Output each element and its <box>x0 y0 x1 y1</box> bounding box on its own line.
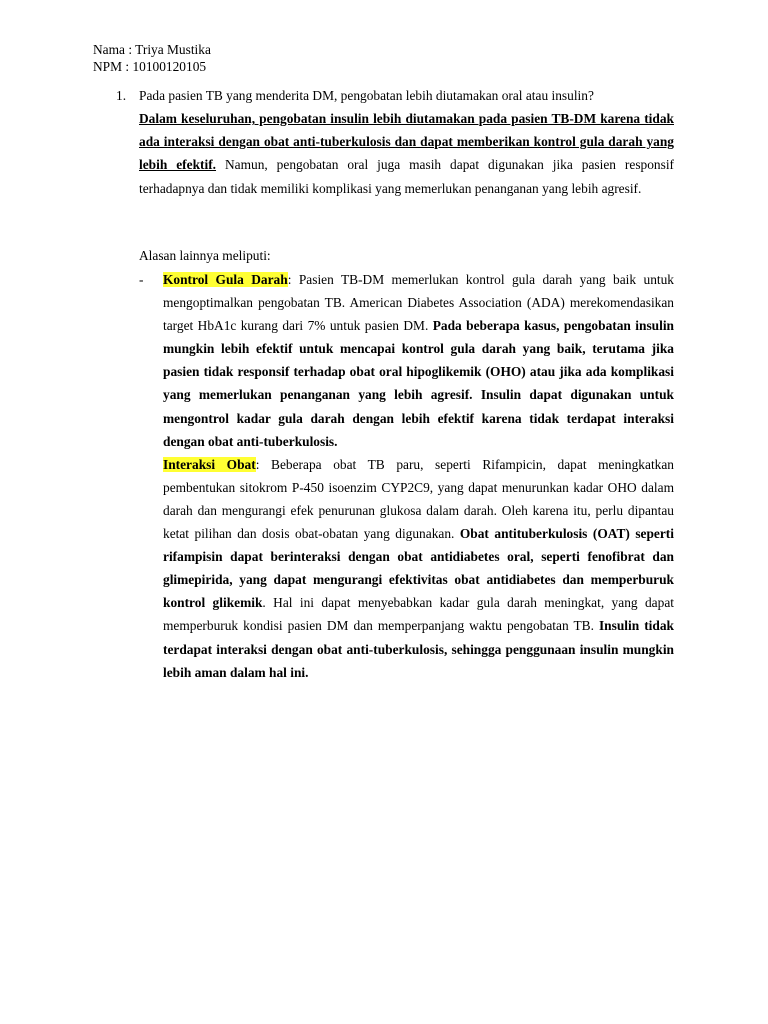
bullet-dash: - <box>139 272 144 287</box>
answer-note: Namun, pengobatan oral juga masih dapat digunakan jika pasien responsif terhadapnya dan tidak memiliki komplikasi yang memerlukan penanganan yang lebih agresif. <box>139 157 675 196</box>
question-text: Pada pasien TB yang menderita DM, pengobatan lebih diutamakan oral atau insulin? <box>139 88 594 103</box>
reason-colon: : <box>255 456 260 472</box>
question-number: 1. <box>116 88 127 103</box>
reason-item-drug-interaction <box>163 453 674 684</box>
student-header <box>93 42 211 75</box>
student-name: Nama : Triya Mustika <box>93 42 211 57</box>
reason-bold-text: Pada beberapa kasus, pengobatan insulin mungkin lebih efektif untuk mencapai kontrol gula darah yang baik, terutama jika pasien tidak responsif terhadap obat oral hipoglikemik (OHO) atau jika ada komplikasi yang memerlukan penanganan yang lebih agresif. Insulin dapat digunakan untuk mengontrol kadar gula darah dengan lebih efektif karena tidak terdapat interaksi dengan obat anti-tuberkulosis. <box>163 318 674 449</box>
reason-text: Beberapa obat TB paru, seperti Rifampicin, dapat meningkatkan pembentukan sitokrom P-450 isoenzim CYP2C9, yang dapat menurunkan kadar OHO dalam darah dan mengurangi efek penurunan glukosa dalam darah. Oleh karena itu, perlu dipantau ketat pilihan dan dosis obat-obatan yang digunakan. <box>163 456 674 542</box>
reason-text: . Hal ini dapat menyebabkan kadar gula darah meningkat, yang dapat memperburuk kondisi pasien DM dan memperpanjang waktu pengobatan TB. <box>163 595 674 634</box>
reason-bold-text: Insulin tidak terdapat interaksi dengan obat anti-tuberkulosis, sehingga penggunaan insulin mungkin lebih aman dalam hal ini. <box>163 618 674 680</box>
answer-paragraph <box>139 107 674 200</box>
student-npm: NPM : 10100120105 <box>93 58 207 74</box>
reason-item-blood-sugar <box>163 268 674 453</box>
reason-text: Pasien TB-DM memerlukan kontrol gula darah yang baik untuk mengoptimalkan pengobatan TB. American Diabetes Association (ADA) merekomendasikan target HbA1c kurang dari 7% untuk pasien DM. <box>163 272 675 334</box>
answer-conclusion: Dalam keseluruhan, pengobatan insulin lebih diutamakan pada pasien TB-DM karena tidak ada interaksi dengan obat anti-tuberkulosis dan dapat memberikan kontrol gula darah yang lebih efektif. <box>139 111 674 173</box>
reason-bold-text: Obat antituberkulosis (OAT) seperti rifampisin dapat berinteraksi dengan obat antidiabetes oral, seperti fenofibrat dan glimepirida, yang dapat mengurangi efektivitas obat antidiabetes dan memperburuk kontrol glikemik <box>163 526 674 611</box>
reasons-list <box>163 268 674 684</box>
reason-heading-blood-sugar: Kontrol Gula Darah <box>163 272 288 287</box>
reason-heading-drug-interaction: Interaksi Obat <box>163 456 256 472</box>
reasons-intro: Alasan lainnya meliputi: <box>139 248 271 263</box>
reason-colon: : <box>287 272 292 287</box>
